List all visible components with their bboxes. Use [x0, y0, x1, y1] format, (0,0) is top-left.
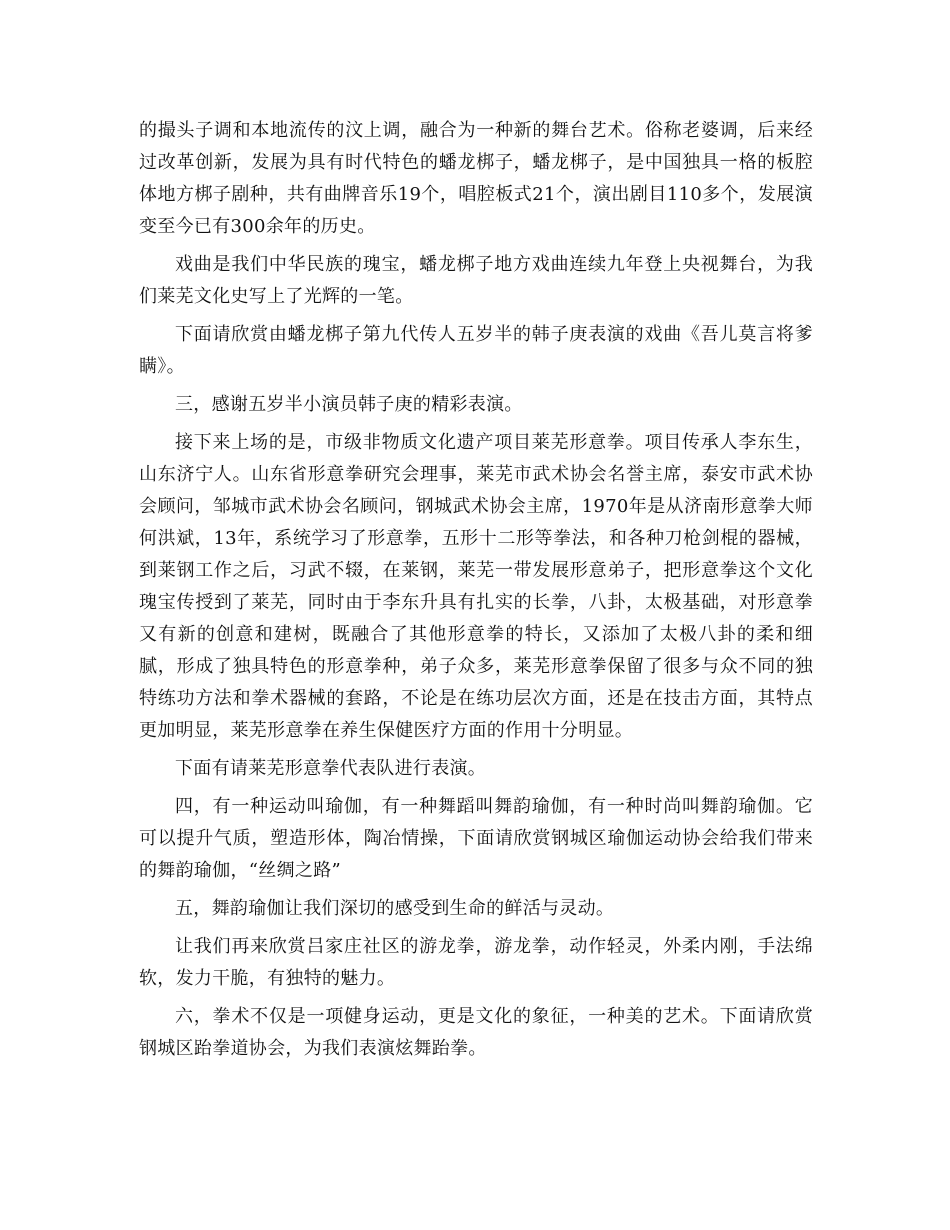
paragraph-6: 下面有请莱芜形意拳代表队进行表演。: [175, 758, 487, 779]
paragraph-5: 接下来上场的是，市级非物质文化遗产项目莱芜形意拳。项目传承人李东生，山东济宁人。山东省形意拳研究会理事，莱芜市武术协会名誉主席，泰安市武术协会顾问，邹城市武术协会名顾问，钢城武术协会主席，1970年是从济南形意拳大师何洪斌，13年，系统学习了形意拳，五形十二形等拳法，和各种刀枪剑棍的器械，到莱钢工作之后，习武不辍，在莱钢，莱芜一带发展形意弟子，把形意拳这个文化瑰宝传授到了莱芜，同时由于李东升具有扎实的长拳，八卦，太极基础，对形意拳又有新的创意和建树，既融合了其他形意拳的特长，又添加了太极八卦的柔和细腻，形成了独具特色的形意拳种，弟子众多，莱芜形意拳保留了很多与众不同的独特练功方法和拳术器械的套路，不论是在练功层次方面，还是在技击方面，其特点更加明显，莱芜形意拳在养生保健医疗方面的作用十分明显。: [139, 432, 813, 741]
paragraph-3: 下面请欣赏由蟠龙梆子第九代传人五岁半的韩子庚表演的戏曲《吾儿莫言将爹瞒》。: [139, 324, 813, 377]
paragraph-9: 让我们再来欣赏吕家庄社区的游龙拳，游龙拳，动作轻灵，外柔内刚，手法绵软，发力干脆，有独特的魅力。: [139, 936, 813, 989]
paragraph-7: 四，有一种运动叫瑜伽，有一种舞蹈叫舞韵瑜伽，有一种时尚叫舞韵瑜伽。它可以提升气质，塑造形体，陶冶情操，下面请欣赏钢城区瑜伽运动协会给我们带来的舞韵瑜伽，“丝绸之路”: [139, 796, 813, 881]
paragraph-2: 戏曲是我们中华民族的瑰宝，蟠龙梆子地方戏曲连续九年登上央视舞台，为我们莱芜文化史写上了光辉的一笔。: [139, 254, 813, 307]
paragraph-8: 五，舞韵瑜伽让我们深切的感受到生命的鲜活与灵动。: [175, 898, 615, 919]
paragraph-10: 六，拳术不仅是一项健身运动，更是文化的象征，一种美的艺术。下面请欣赏钢城区跆拳道协会，为我们表演炫舞跆拳。: [139, 1006, 813, 1059]
paragraph-1: 的撮头子调和本地流传的汶上调，融合为一种新的舞台艺术。俗称老婆调，后来经过改革创新，发展为具有时代特色的蟠龙梆子，蟠龙梆子，是中国独具一格的板腔体地方梆子剧种，共有曲牌音乐19个，唱腔板式21个，演出剧目110多个，发展演变至今已有300余年的历史。: [139, 120, 813, 237]
paragraph-4: 三，感谢五岁半小演员韩子庚的精彩表演。: [175, 394, 523, 415]
document-body: [139, 115, 813, 1071]
